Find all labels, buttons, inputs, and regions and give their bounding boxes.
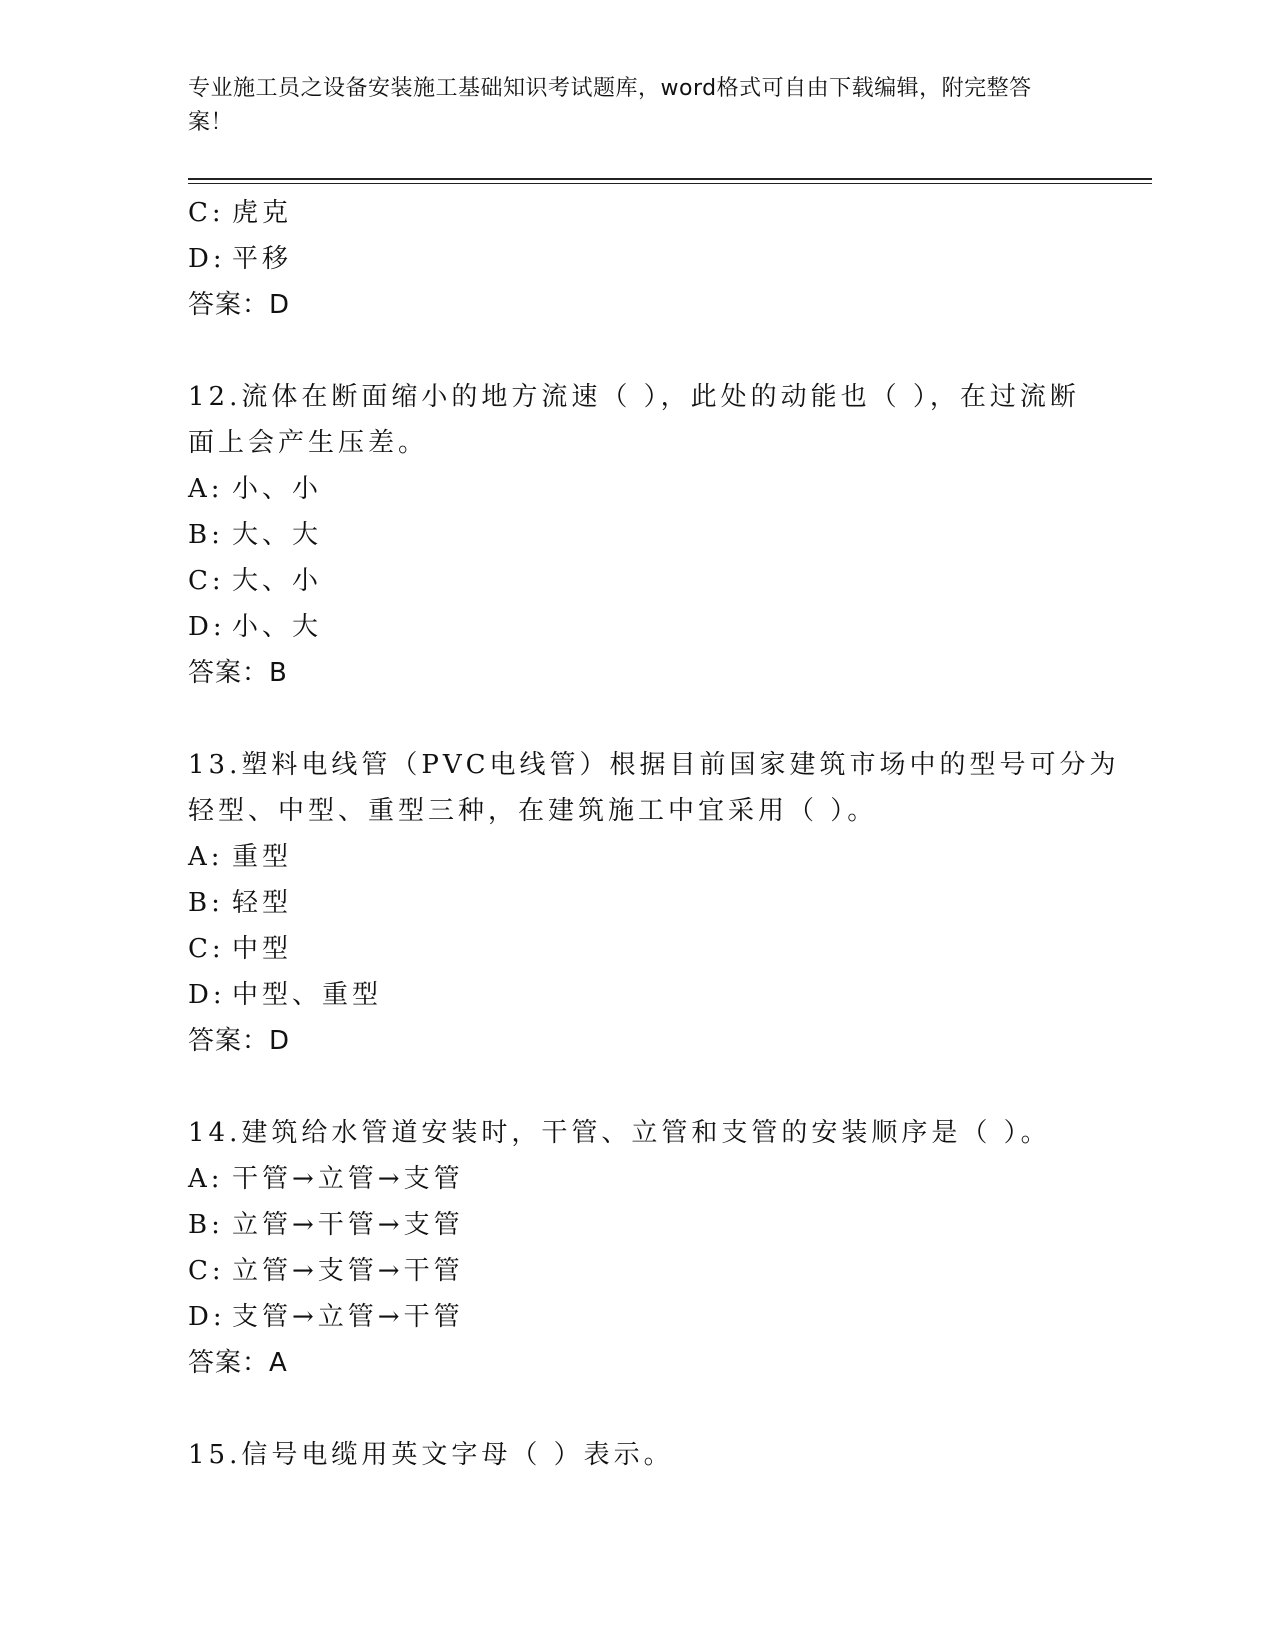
option-d [188,1294,1088,1340]
option-text: 大、大 [232,520,323,550]
option-key: A: [188,474,224,504]
option-key: A: [188,1164,224,1194]
option-key: C: [188,1256,225,1286]
header-divider-thin [188,183,1152,184]
answer-line: 答案：D [188,1026,291,1056]
option-key: B: [188,1210,224,1240]
option-text: 支管→立管→干管 [232,1302,464,1332]
option-d [188,236,1088,282]
option-b [188,1202,1088,1248]
option-key: D: [188,612,226,642]
option-text: 立管→干管→支管 [232,1210,464,1240]
option-key: B: [188,888,224,918]
option-key: C: [188,566,225,596]
document-title: 专业施工员之设备安装施工基础知识考试题库，word格式可自由下载编辑，附完整答案！ [188,76,1032,135]
option-d [188,972,1088,1018]
question-14-stem-line-1: 14.建筑给水管道安装时，干管、立管和支管的安装顺序是（ ）。 [188,1118,1051,1148]
option-a [188,1156,1088,1202]
option-text: 轻型 [232,888,293,918]
question-13-stem-line-1: 13.塑料电线管（PVC电线管）根据目前国家建筑市场中的型号可分为 [188,750,1120,780]
option-text: 干管→立管→支管 [232,1164,464,1194]
option-key: A: [188,842,224,872]
option-text: 立管→支管→干管 [232,1256,464,1286]
option-c [188,1248,1088,1294]
option-key: D: [188,1302,226,1332]
question-13-stem-line-2: 轻型、中型、重型三种，在建筑施工中宜采用（ ）。 [188,796,878,826]
question-content [188,190,1120,1478]
option-key: C: [188,198,225,228]
option-key: D: [188,980,226,1010]
question-12-stem-line-2: 面上会产生压差。 [188,428,429,458]
question-12-stem-line-1: 12.流体在断面缩小的地方流速（ ），此处的动能也（ ），在过流断 [188,382,1080,412]
option-text: 小、小 [232,474,323,504]
option-text: 重型 [232,842,293,872]
option-key: C: [188,934,225,964]
header-divider-thick [188,178,1152,180]
option-key: B: [188,520,224,550]
option-c [188,190,1088,236]
option-text: 虎克 [232,198,293,228]
option-text: 中型、重型 [232,980,383,1010]
option-text: 大、小 [232,566,323,596]
answer-line: 答案：B [188,658,288,688]
option-text: 中型 [232,934,293,964]
option-text: 平移 [232,244,293,274]
option-d [188,604,1088,650]
option-c [188,926,1088,972]
option-a [188,466,1088,512]
answer-line: 答案：D [188,290,291,320]
option-c [188,558,1088,604]
option-b [188,880,1088,926]
question-15-stem-line-1: 15.信号电缆用英文字母（ ）表示。 [188,1440,674,1470]
option-b [188,512,1088,558]
document-header [188,72,1068,140]
option-key: D: [188,244,226,274]
option-text: 小、大 [232,612,323,642]
option-a [188,834,1088,880]
answer-line: 答案：A [188,1348,288,1378]
